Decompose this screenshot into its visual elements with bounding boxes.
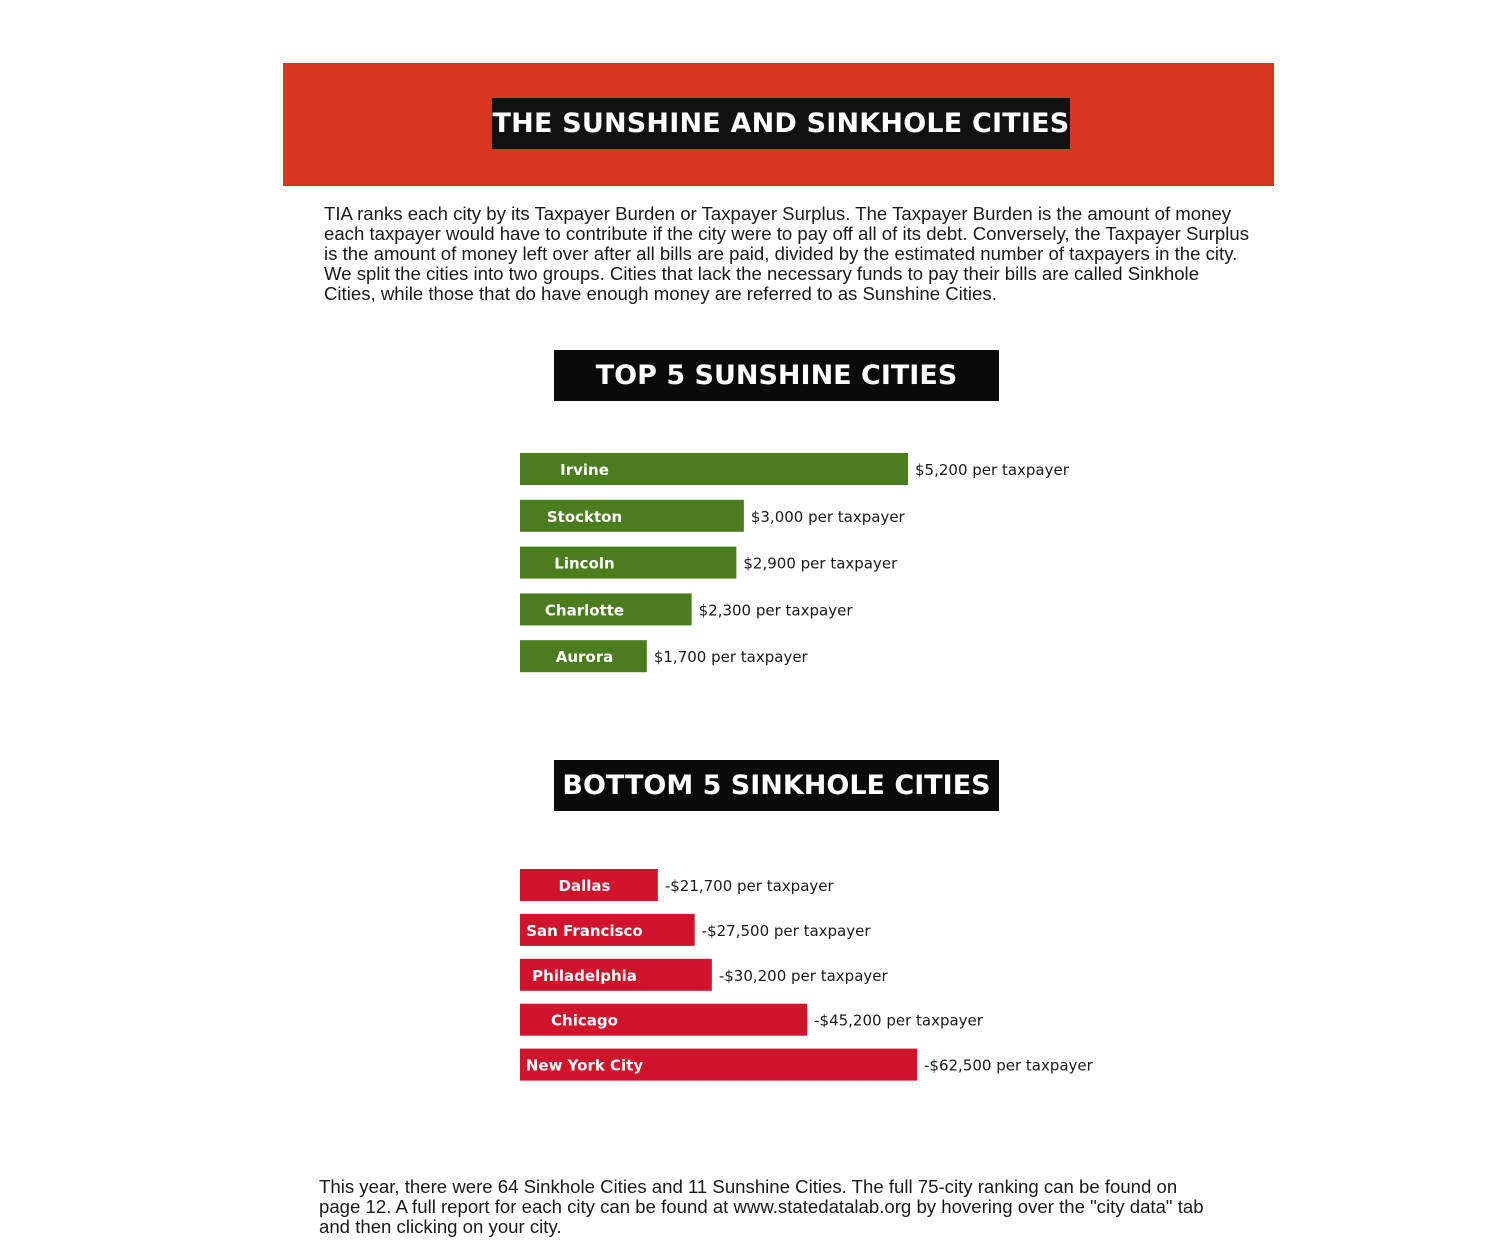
sinkhole-heading: BOTTOM 5 SINKHOLE CITIES	[554, 760, 999, 811]
sunshine-value-label: $3,000 per taxpayer	[750, 507, 905, 526]
sinkhole-value-label: -$21,700 per taxpayer	[664, 877, 834, 895]
sunshine-value-label: $2,900 per taxpayer	[743, 554, 898, 573]
sinkhole-value-label: -$45,200 per taxpayer	[814, 1011, 983, 1030]
sunshine-bar-label: Aurora	[555, 648, 614, 667]
intro-paragraph: TIA ranks each city by its Taxpayer Burden or Taxpayer Surplus. The Taxpayer Burden is the amount of money each taxpayer would have to contribute if the city were to pay off all of its debt. Conversely, the Taxpayer Surplus is the amount of money left over after all bills are paid, divided by the estimated number of taxpayers in the city. We split the cities into two groups. Cities that lack the necessary funds to pay their bills are called Sinkhole Cities, while those that do have enough money are referred to as Sunshine Cities.	[324, 203, 1250, 304]
sinkhole-value-label: -$62,500 per taxpayer	[924, 1056, 1093, 1075]
footer-paragraph: This year, there were 64 Sinkhole Cities and 11 Sunshine Cities. The full 75-city ranking can be found on page 12. A full report for each city can be found at www.statedatalab.org by hovering over the "city data" tab and then clicking on your city.	[319, 1176, 1204, 1237]
sunshine-bar-label: Stockton	[546, 507, 623, 526]
sunshine-value-label: $1,700 per taxpayer	[653, 648, 808, 667]
sunshine-bar-label: Irvine	[560, 461, 609, 479]
sinkhole-value-label: -$27,500 per taxpayer	[701, 921, 871, 940]
sinkhole-bar-label: San Francisco	[526, 921, 643, 940]
sinkhole-bar-label: Chicago	[551, 1011, 618, 1030]
sunshine-value-label: $5,200 per taxpayer	[915, 461, 1069, 479]
sunshine-value-label: $2,300 per taxpayer	[698, 601, 853, 620]
sunshine-bar-label: Lincoln	[554, 554, 615, 573]
sinkhole-bar-label: Dallas	[558, 877, 611, 895]
sunshine-heading: TOP 5 SUNSHINE CITIES	[554, 350, 999, 401]
sinkhole-bar-label: New York City	[525, 1056, 644, 1075]
sinkhole-value-label: -$30,200 per taxpayer	[718, 966, 888, 985]
page-title: THE SUNSHINE AND SINKHOLE CITIES	[492, 98, 1070, 149]
sunshine-bar	[520, 547, 736, 579]
sinkhole-bar-label: Philadelphia	[532, 966, 637, 985]
sunshine-bar-label: Charlotte	[544, 601, 625, 620]
